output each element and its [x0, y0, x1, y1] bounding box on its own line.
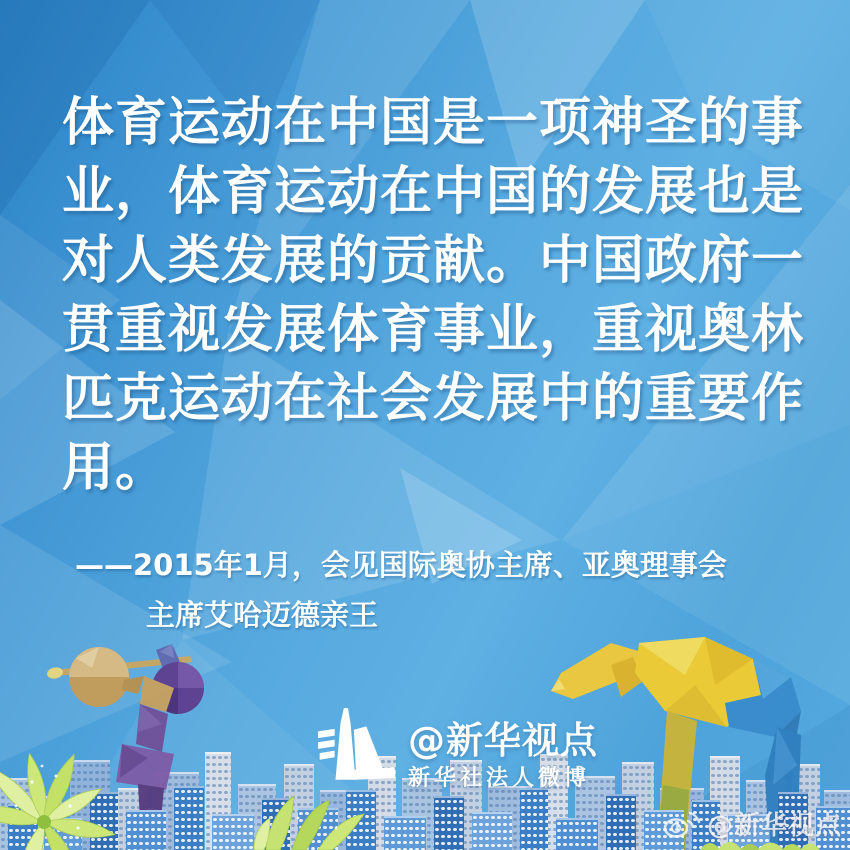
building: [606, 794, 636, 850]
building: [434, 796, 464, 850]
building: [174, 786, 204, 850]
quote-line: 贯重视发展体育事业，重视奥林: [62, 299, 805, 360]
logo-subtitle: 新华社法人微博: [408, 765, 591, 791]
building: [556, 818, 598, 850]
quote-line: 匹克运动在社会发展中的重要作: [62, 368, 805, 429]
logo-account-handle: @新华视点: [408, 719, 598, 763]
quote-line: 业，体育运动在中国的发展也是: [62, 161, 805, 222]
flower-illustration: [0, 736, 157, 850]
quote-line: 对人类发展的贡献。中国政府一: [62, 230, 805, 291]
building: [472, 812, 512, 850]
attribution-line-1: ——2015年1月，会见国际奥协主席、亚奥理事会: [75, 548, 727, 582]
weibo-icon: [663, 809, 701, 839]
attribution-line-2: 主席艾哈迈德亲王: [146, 598, 379, 632]
building: [384, 816, 426, 850]
xinhua-monument-icon: [318, 700, 398, 792]
xinhua-viewpoint-logo: [318, 700, 598, 792]
leaf-cluster-illustration: [252, 792, 382, 850]
quote-line: 用。: [62, 437, 169, 498]
building: [212, 814, 254, 850]
watermark-text: @新华视点: [706, 811, 842, 841]
weibo-watermark: [663, 805, 842, 842]
quote-text: [62, 88, 807, 502]
building: [520, 788, 548, 850]
quote-line: 体育运动在中国是一项神圣的事: [62, 92, 805, 153]
